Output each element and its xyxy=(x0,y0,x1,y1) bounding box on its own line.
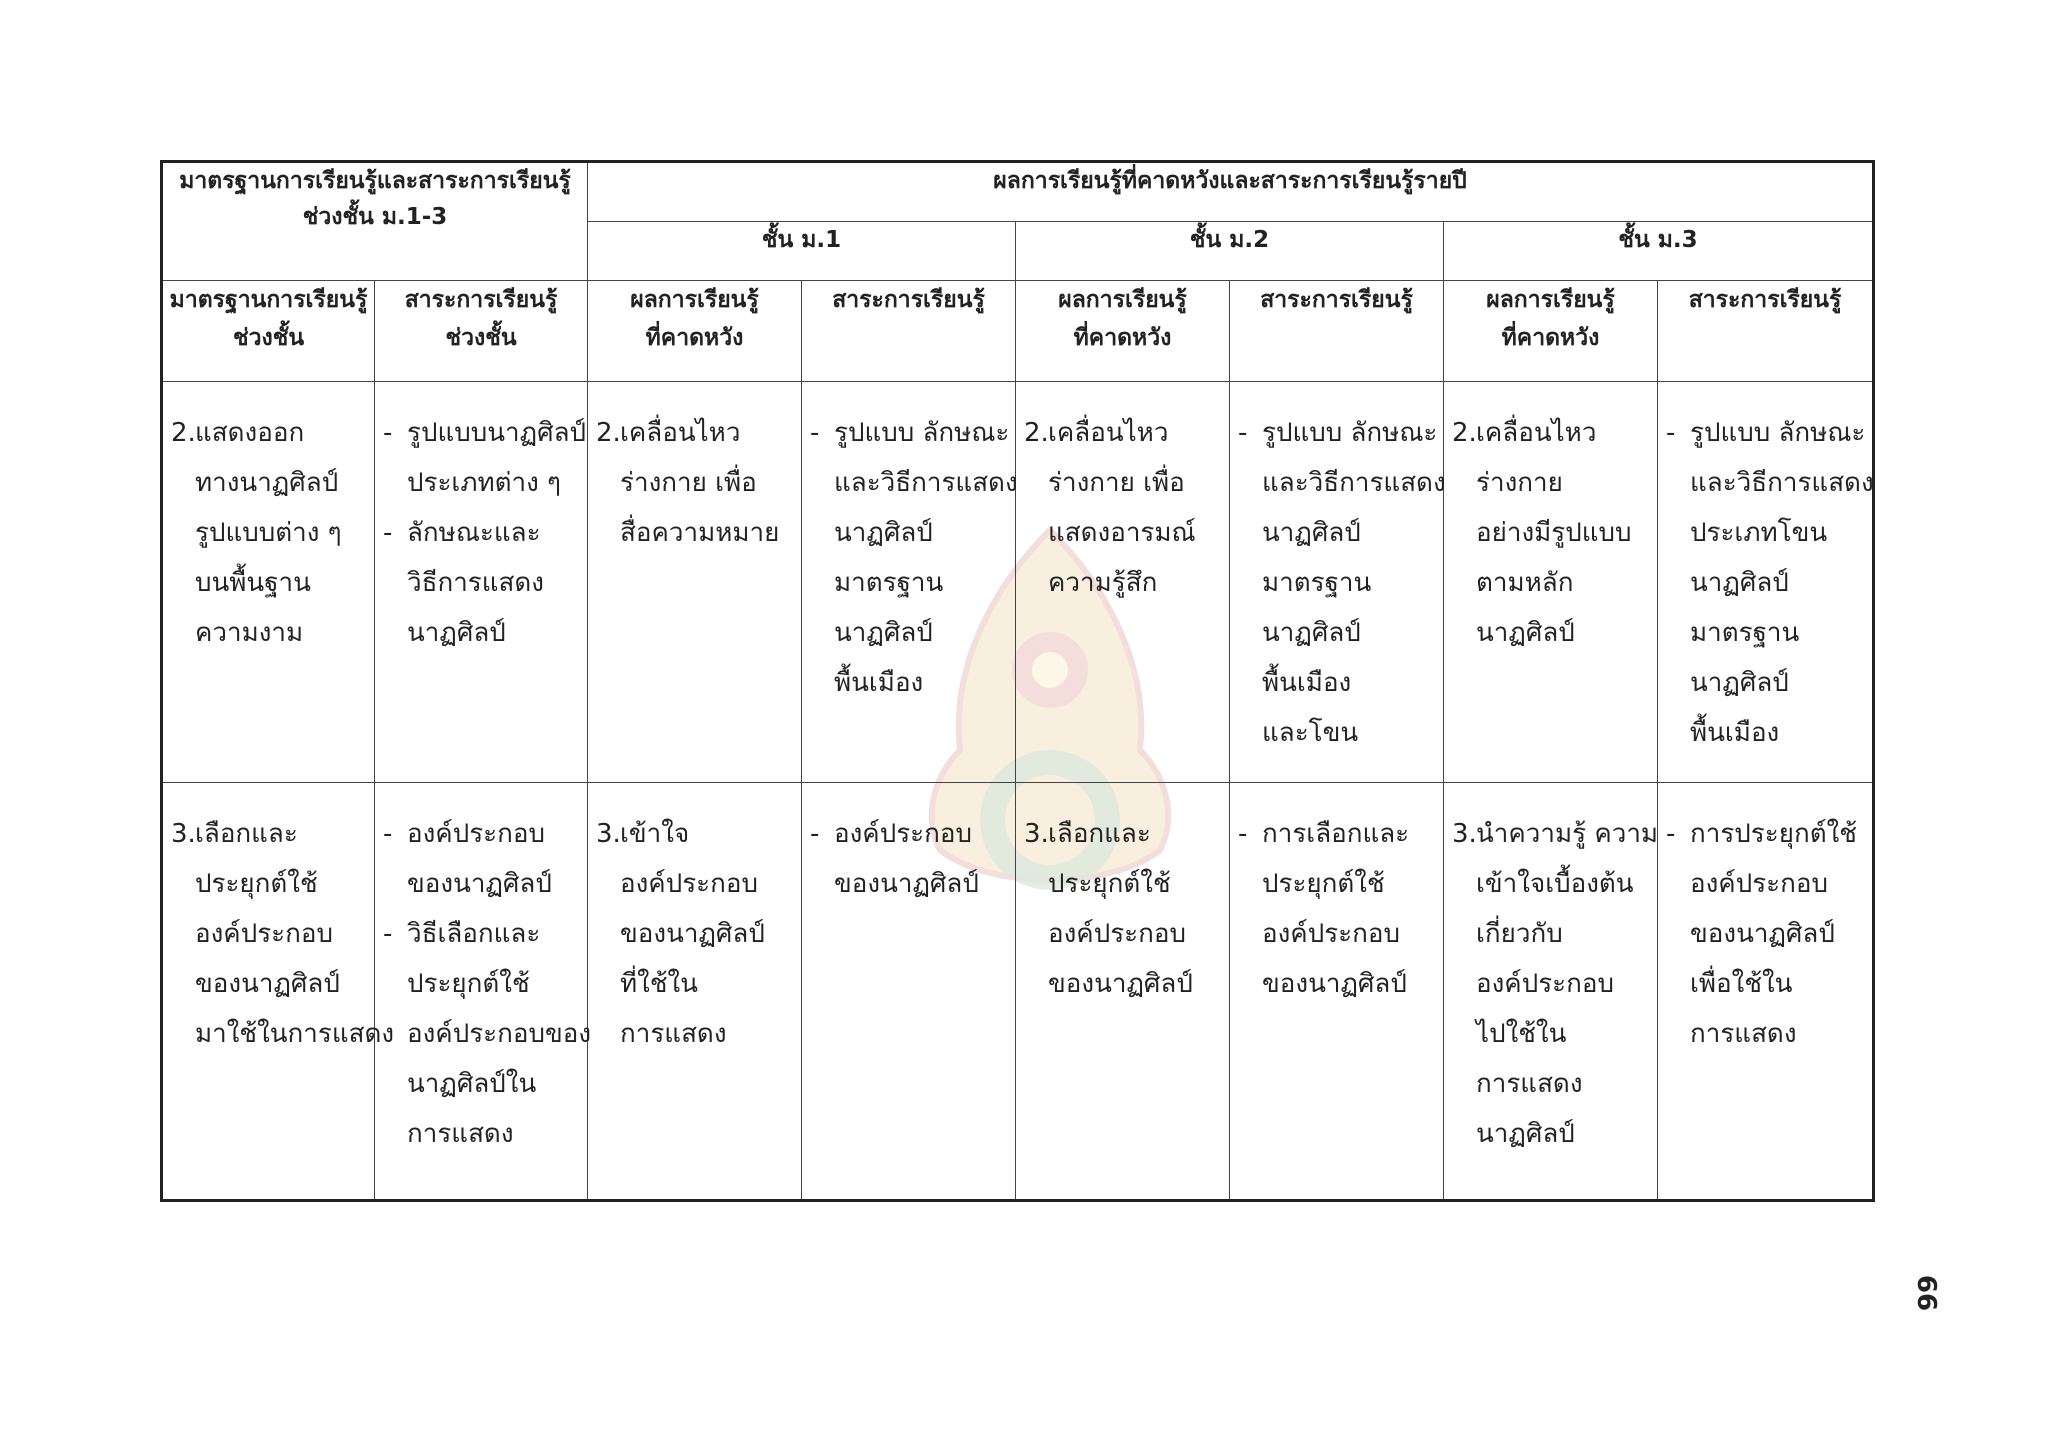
cell-m1-content xyxy=(802,382,1016,783)
cell-standard xyxy=(162,382,375,783)
text-line: เกี่ยวกับ xyxy=(1476,919,1563,949)
bullet-dash: - xyxy=(383,819,393,849)
item-text xyxy=(1048,408,1221,608)
item-text xyxy=(407,909,591,1159)
list-item xyxy=(171,408,366,658)
text-line: วิธีการแสดง xyxy=(407,568,544,598)
text-line: ลักษณะและ xyxy=(407,518,541,548)
text-line: ทางนาฏศิลป์ xyxy=(195,468,339,498)
text-line: นำความรู้ ความ xyxy=(1476,819,1659,849)
item-text xyxy=(1690,809,1864,1059)
col-header-standard-line2: ช่วงชั้น xyxy=(232,325,305,351)
text-line: ไปใช้ใน xyxy=(1476,1019,1567,1049)
text-line: ประยุกต์ใช้ xyxy=(1048,869,1171,899)
text-line: องค์ประกอบ xyxy=(1690,869,1828,899)
col-header-m2-outcome-line2: ที่คาดหวัง xyxy=(1073,325,1172,351)
text-line: แสดงออก xyxy=(195,418,305,448)
item-text xyxy=(1690,408,1874,758)
item-text xyxy=(1262,809,1435,1009)
bullet-dash: - xyxy=(1666,819,1676,849)
text-line: และวิธีการแสดง xyxy=(834,468,1018,498)
text-line: ของนาฏศิลป์ xyxy=(834,869,979,899)
text-line: เข้าใจเบื้องต้น xyxy=(1476,869,1634,899)
list-item xyxy=(383,909,592,1159)
item-text xyxy=(195,809,394,1059)
text-line: พื้นเมือง xyxy=(1262,668,1352,698)
text-line: ของนาฏศิลป์ xyxy=(1262,969,1407,999)
list-item xyxy=(383,809,579,909)
list-item xyxy=(1666,408,1874,758)
list-item xyxy=(1666,809,1864,1059)
text-line: ของนาฏศิลป์ xyxy=(620,919,765,949)
bullet-dash: - xyxy=(383,919,393,949)
grade-m2-header: ชั้น ม.2 xyxy=(1016,222,1444,281)
cell-standard xyxy=(162,783,395,1201)
text-line: นาฏศิลป์ xyxy=(1262,618,1361,648)
text-line: นาฏศิลป์ xyxy=(1476,618,1575,648)
bullet-dash: - xyxy=(1666,418,1676,448)
bullet-dash: - xyxy=(1238,418,1248,448)
col-header-m1-content: สาระการเรียนรู้ xyxy=(802,281,1016,382)
text-line: สื่อความหมาย xyxy=(620,518,780,548)
item-text xyxy=(407,809,579,909)
text-line: ร่างกาย xyxy=(1476,468,1563,498)
text-line: ประยุกต์ใช้ xyxy=(195,869,318,899)
table-row xyxy=(162,783,1874,1201)
list-item xyxy=(1238,809,1435,1009)
list-item xyxy=(810,408,1018,708)
text-line: องค์ประกอบ xyxy=(1476,969,1614,999)
text-line: เคลื่อนไหว xyxy=(1476,418,1597,448)
text-line: รูปแบบนาฏศิลป์ xyxy=(407,418,587,448)
text-line: บนพื้นฐาน xyxy=(195,568,311,598)
text-line: อย่างมีรูปแบบ xyxy=(1476,518,1632,548)
text-line: องค์ประกอบ xyxy=(620,869,758,899)
text-line: ร่างกาย เพื่อ xyxy=(620,468,757,498)
text-line: วิธีเลือกและ xyxy=(407,919,541,949)
list-item xyxy=(171,809,395,1059)
text-line: พื้นเมือง xyxy=(1690,718,1780,748)
list-item xyxy=(1024,408,1221,608)
text-line: ประเภทต่าง ๆ xyxy=(407,468,562,498)
text-line: มาใช้ในการแสดง xyxy=(195,1019,395,1049)
cell-m2-outcome xyxy=(1016,382,1230,783)
item-number: 2. xyxy=(1024,418,1049,448)
text-line: ประเภทโขน xyxy=(1690,518,1828,548)
item-text xyxy=(407,408,586,508)
item-text xyxy=(1048,809,1221,1009)
cell-m3-content xyxy=(1658,382,1874,783)
item-text xyxy=(620,809,793,1059)
text-line: พื้นเมือง xyxy=(834,668,924,698)
col-header-content-range-line2: ช่วงชั้น xyxy=(445,325,517,351)
col-header-m2-content: สาระการเรียนรู้ xyxy=(1230,281,1444,382)
list-item xyxy=(596,408,793,558)
cell-m1-outcome xyxy=(588,783,802,1201)
text-line: ประยุกต์ใช้ xyxy=(407,969,530,999)
col-header-m3-outcome-line1: ผลการเรียนรู้ xyxy=(1486,287,1615,313)
col-header-standard xyxy=(162,281,375,382)
item-number: 2. xyxy=(596,418,621,448)
col-header-content-range-line1: สาระการเรียนรู้ xyxy=(404,287,558,313)
text-line: แสดงอารมณ์ xyxy=(1048,518,1196,548)
text-line: และวิธีการแสดง xyxy=(1262,468,1446,498)
item-text xyxy=(1476,408,1649,658)
text-line: การแสดง xyxy=(407,1119,514,1149)
bullet-dash: - xyxy=(810,819,820,849)
text-line: และโขน xyxy=(1262,718,1359,748)
col-header-m3-outcome xyxy=(1444,281,1658,382)
item-text xyxy=(1262,408,1446,758)
col-header-m1-outcome-line2: ที่คาดหวัง xyxy=(645,325,744,351)
cell-m2-outcome xyxy=(1016,783,1230,1201)
cell-m2-content xyxy=(1230,783,1444,1201)
table-row xyxy=(162,382,1874,783)
text-line: นาฏศิลป์ xyxy=(1262,518,1361,548)
cell-content-range xyxy=(375,783,592,1201)
text-line: รูปแบบ ลักษณะ xyxy=(1690,418,1866,448)
text-line: ของนาฏศิลป์ xyxy=(195,969,340,999)
standards-group-header-line1: มาตรฐานการเรียนรู้และสาระการเรียนรู้ xyxy=(179,168,571,194)
standards-group-header-line2: ช่วงชั้น ม.1-3 xyxy=(302,204,448,230)
curriculum-table xyxy=(160,160,1875,1202)
cell-m2-content xyxy=(1230,382,1444,783)
text-line: นาฏศิลป์ xyxy=(1690,568,1789,598)
text-line: นาฏศิลป์ xyxy=(834,618,933,648)
text-line: องค์ประกอบของ xyxy=(407,1019,592,1049)
text-line: การแสดง xyxy=(1690,1019,1797,1049)
outcomes-group-header: ผลการเรียนรู้ที่คาดหวังและสาระการเรียนรู้รายปี xyxy=(588,162,1874,222)
text-line: และวิธีการแสดง xyxy=(1690,468,1874,498)
text-line: การประยุกต์ใช้ xyxy=(1690,819,1857,849)
cell-m3-outcome xyxy=(1444,382,1658,783)
list-item xyxy=(383,408,587,508)
text-line: การเลือกและ xyxy=(1262,819,1410,849)
text-line: องค์ประกอบ xyxy=(195,919,333,949)
text-line: ตามหลัก xyxy=(1476,568,1574,598)
item-text xyxy=(834,809,1007,909)
text-line: นาฏศิลป์ xyxy=(834,518,933,548)
text-line: องค์ประกอบ xyxy=(1262,919,1400,949)
text-line: ประยุกต์ใช้ xyxy=(1262,869,1385,899)
col-header-m2-outcome xyxy=(1016,281,1230,382)
cell-m3-outcome xyxy=(1444,783,1658,1201)
item-number: 3. xyxy=(1452,819,1477,849)
text-line: รูปแบบต่าง ๆ xyxy=(195,518,342,548)
text-line: มาตรฐาน xyxy=(1690,618,1800,648)
text-line: นาฏศิลป์ใน xyxy=(407,1069,537,1099)
text-line: องค์ประกอบ xyxy=(1048,919,1186,949)
grade-m3-header: ชั้น ม.3 xyxy=(1444,222,1874,281)
text-line: เพื่อใช้ใน xyxy=(1690,969,1793,999)
bullet-dash: - xyxy=(810,418,820,448)
text-line: ร่างกาย เพื่อ xyxy=(1048,468,1185,498)
text-line: นาฏศิลป์ xyxy=(1476,1119,1575,1149)
cell-content-range xyxy=(375,382,588,783)
text-line: นาฏศิลป์ xyxy=(407,618,506,648)
item-text xyxy=(620,408,793,558)
item-text xyxy=(1476,809,1658,1159)
col-header-m3-outcome-line2: ที่คาดหวัง xyxy=(1501,325,1600,351)
col-header-m3-content: สาระการเรียนรู้ xyxy=(1658,281,1874,382)
item-number: 2. xyxy=(171,418,196,448)
bullet-dash: - xyxy=(1238,819,1248,849)
item-text xyxy=(195,408,366,658)
grade-m1-header: ชั้น ม.1 xyxy=(588,222,1016,281)
list-item xyxy=(383,508,579,658)
text-line: นาฏศิลป์ xyxy=(1690,668,1789,698)
item-number: 3. xyxy=(1024,819,1049,849)
standards-group-header xyxy=(162,162,588,281)
cell-m3-content xyxy=(1658,783,1874,1201)
col-header-standard-line1: มาตรฐานการเรียนรู้ xyxy=(169,287,368,313)
text-line: เคลื่อนไหว xyxy=(620,418,741,448)
text-line: การแสดง xyxy=(1476,1069,1583,1099)
text-line: เลือกและ xyxy=(1048,819,1151,849)
text-line: ความงาม xyxy=(195,618,304,648)
text-line: ที่ใช้ใน xyxy=(620,969,698,999)
item-number: 3. xyxy=(171,819,196,849)
text-line: ของนาฏศิลป์ xyxy=(1690,919,1835,949)
text-line: องค์ประกอบ xyxy=(834,819,972,849)
item-text xyxy=(834,408,1018,708)
list-item xyxy=(810,809,1007,909)
item-number: 3. xyxy=(596,819,621,849)
cell-m1-outcome xyxy=(588,382,802,783)
item-number: 2. xyxy=(1452,418,1477,448)
text-line: เลือกและ xyxy=(195,819,298,849)
list-item xyxy=(1238,408,1446,758)
text-line: รูปแบบ ลักษณะ xyxy=(834,418,1010,448)
list-item xyxy=(1452,408,1649,658)
list-item xyxy=(596,809,793,1059)
bullet-dash: - xyxy=(383,418,393,448)
text-line: รูปแบบ ลักษณะ xyxy=(1262,418,1438,448)
col-header-m1-outcome xyxy=(588,281,802,382)
col-header-m2-outcome-line1: ผลการเรียนรู้ xyxy=(1058,287,1187,313)
text-line: เข้าใจ xyxy=(620,819,690,849)
bullet-dash: - xyxy=(383,518,393,548)
cell-m1-content xyxy=(802,783,1016,1201)
text-line: มาตรฐาน xyxy=(834,568,944,598)
text-line: ของนาฏศิลป์ xyxy=(407,869,552,899)
item-text xyxy=(407,508,579,658)
text-line: ความรู้สึก xyxy=(1048,568,1158,598)
text-line: การแสดง xyxy=(620,1019,727,1049)
text-line: เคลื่อนไหว xyxy=(1048,418,1169,448)
text-line: ของนาฏศิลป์ xyxy=(1048,969,1193,999)
text-line: มาตรฐาน xyxy=(1262,568,1372,598)
col-header-content-range xyxy=(375,281,588,382)
list-item xyxy=(1024,809,1221,1009)
page-number: 66 xyxy=(1911,1274,1942,1312)
col-header-m1-outcome-line1: ผลการเรียนรู้ xyxy=(630,287,759,313)
list-item xyxy=(1452,809,1659,1159)
text-line: องค์ประกอบ xyxy=(407,819,545,849)
